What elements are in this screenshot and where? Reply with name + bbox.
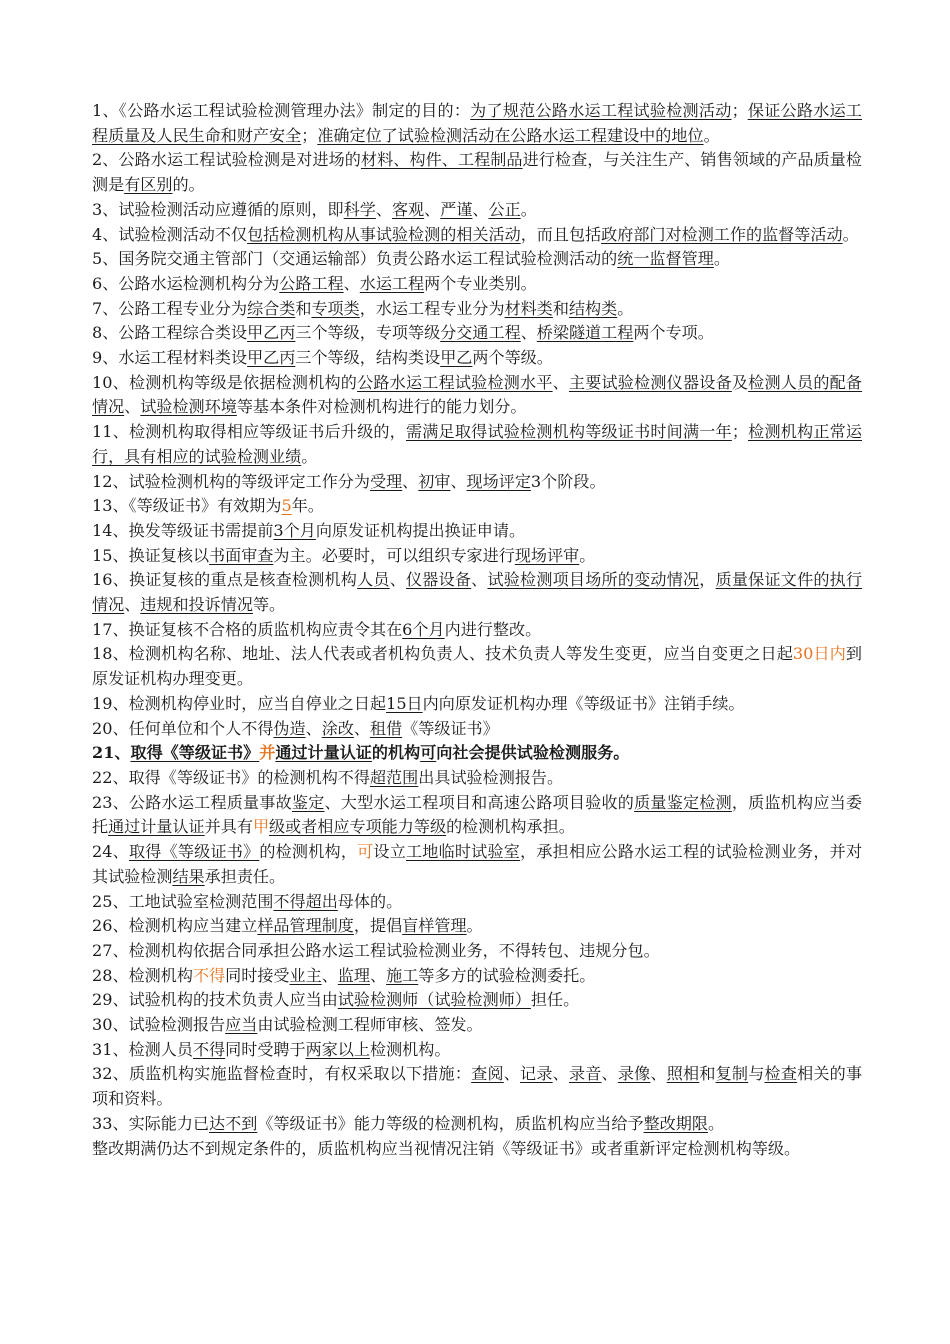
underlined-term: 结果 (172, 866, 205, 886)
underlined-term: 甲乙 (440, 348, 473, 368)
text-segment: 及 (731, 372, 749, 392)
underlined-term: 公路水运工程试验检测水平 (357, 372, 553, 392)
list-item (92, 297, 862, 322)
underlined-term: 试验检测项目场所的变动情况 (487, 570, 700, 590)
list-item (92, 717, 862, 742)
text-segment: 28、检测机构 (92, 965, 193, 985)
list-item (92, 1112, 862, 1137)
text-segment: 1、《公路水运工程试验检测管理办法》制定的目的： (92, 101, 471, 120)
underlined-term: 需满足取得试验检测机构等级证书时间满一年 (405, 422, 732, 442)
list-item (92, 247, 862, 272)
text-segment: 检测机构。 (369, 1039, 451, 1059)
underlined-term: 照相 (666, 1064, 700, 1084)
text-segment: 、 (503, 1064, 521, 1084)
text-segment: ， (699, 570, 716, 590)
text-segment: 8、公路工程综合类设 (92, 323, 248, 343)
text-segment: 33、实际能力已 (92, 1113, 210, 1133)
text-segment: ； (731, 422, 748, 442)
text-segment: 两个专项。 (633, 323, 714, 343)
text-segment: 22、取得《等级证书》的检测机构不得 (92, 767, 370, 787)
underlined-term: 现场评审 (514, 545, 580, 565)
text-segment: 的。 (172, 175, 205, 195)
underlined-term: 违规和投诉情况 (140, 595, 253, 615)
list-item (92, 198, 862, 223)
text-segment: 5、国务院交通主管部门（交通运输部）负责公路水运工程试验检测活动的 (92, 249, 618, 269)
text-segment: 、 (369, 965, 387, 985)
underlined-term: 业主 (289, 965, 322, 985)
list-item (92, 964, 862, 989)
text-segment: 和 (552, 298, 569, 318)
underlined-term: 施工 (386, 965, 419, 985)
list-item (92, 1062, 862, 1111)
text-segment: 、 (402, 471, 419, 491)
text-segment: 、 (353, 718, 370, 738)
text-segment: 、 (552, 372, 569, 392)
text-segment: 、 (375, 199, 392, 219)
underlined-term: 6个月 (402, 619, 445, 639)
text-segment: 与 (748, 1064, 765, 1084)
list-item (92, 321, 862, 346)
underlined-term: 仪器设备 (405, 570, 472, 590)
text-segment: 向原发证机构提出换证申请。 (315, 520, 526, 540)
list-item (92, 791, 862, 840)
underlined-term: 不得 (192, 1039, 226, 1059)
text-segment: 12、试验检测机构的等级评定工作分为 (92, 471, 370, 491)
text-segment: 《等级证书》能力等级的检测机构，质监机构应当给予 (257, 1113, 644, 1133)
list-item (92, 420, 862, 469)
text-segment: 15、换证复核以 (92, 545, 210, 565)
underlined-term: 达不到 (209, 1113, 258, 1133)
text-segment: 7、公路工程专业分为 (92, 298, 248, 318)
list-item (92, 519, 862, 544)
text-segment: 出具试验检测报告。 (418, 767, 564, 787)
underlined-term: 取得《等级证书》 (130, 743, 260, 763)
text-segment: 为主。必要时，可以组织专家进行 (273, 545, 515, 565)
text-segment: 、 (471, 570, 488, 590)
text-segment: 内向原发证机构办理《等级证书》注销手续。 (422, 693, 745, 713)
text-segment: 进行检查，与关注生产、销售领域的产品质量检测是 (92, 150, 863, 195)
text-segment: 10、检测机构等级是依据检测机构的 (92, 372, 358, 392)
text-segment: 同时接受 (225, 965, 290, 985)
text-segment: 整改期满仍达不到规定条件的，质监机构应当视情况注销《等级证书》或者重新评定检测机构等级。 (92, 1138, 801, 1158)
underlined-term: 级或者相应专项能力等级 (269, 817, 447, 837)
underlined-term: 两家以上 (305, 1039, 370, 1059)
text-segment: 《等级证书》 (402, 718, 499, 738)
underlined-term: 工地临时试验室 (406, 842, 521, 862)
underlined-term: 超范围 (369, 767, 419, 787)
underlined-term: 统一监督管理 (617, 249, 714, 269)
list-item (92, 988, 862, 1013)
list-item (92, 494, 862, 519)
text-segment: 同时受聘于 (225, 1039, 306, 1059)
underlined-term: 分交通工程 (440, 323, 521, 343)
text-segment: 4、试验检测活动不仅 (92, 224, 248, 244)
text-segment: 、 (124, 595, 141, 615)
text-segment: 两个等级。 (472, 348, 553, 368)
text-segment: 由试验检测工程师审核、签发。 (257, 1015, 483, 1035)
underlined-term: 可 (420, 743, 437, 763)
underlined-term: 甲乙丙 (247, 323, 296, 343)
text-segment: 25、工地试验室检测范围 (92, 891, 274, 911)
text-segment: 、 (321, 965, 338, 985)
underlined-term: 专项类 (311, 298, 360, 318)
highlighted-term: 不得 (192, 965, 226, 985)
list-item (92, 939, 862, 964)
list-item (92, 371, 862, 420)
underlined-term: 有区别 (124, 175, 173, 195)
text-segment: 的检测机构， (259, 842, 358, 862)
text-segment: 三个等级，结构类设 (295, 348, 441, 368)
text-segment: 、 (552, 1064, 569, 1084)
underlined-term: 公正 (488, 199, 521, 219)
list-item (92, 1038, 862, 1063)
highlighted-term: 30日内 (792, 644, 846, 664)
text-segment: 。 (713, 249, 730, 269)
underlined-term: 取得《等级证书》 (128, 842, 260, 862)
underlined-term: 科学 (343, 199, 376, 219)
underlined-term: 准确定位了试验检测活动在公路水运工程建设中的地位 (317, 125, 704, 145)
text-segment: ，而且包括 (520, 224, 602, 244)
underlined-term: 涂改 (321, 718, 354, 738)
underlined-term: 3个月 (273, 520, 316, 540)
list-item (92, 346, 862, 371)
list-item (92, 272, 862, 297)
underlined-term: 复制 (715, 1064, 749, 1084)
list-item (92, 99, 862, 148)
text-segment: 29、试验机构的技术负责人应当由 (92, 990, 338, 1010)
text-segment: 9、水运工程材料类设 (92, 348, 248, 368)
text-segment: 31、检测人员 (92, 1039, 193, 1059)
underlined-term: 现场评定 (466, 471, 531, 491)
text-segment: 11、检测机构取得相应等级证书后升级的， (92, 422, 406, 442)
list-item (92, 766, 862, 791)
text-segment: 、 (305, 718, 322, 738)
underlined-term: 录像 (617, 1064, 651, 1084)
list-item (92, 890, 862, 915)
underlined-term: 材料类 (504, 298, 553, 318)
underlined-term: 初审 (418, 471, 451, 491)
text-segment: 30、试验检测报告 (92, 1015, 226, 1035)
underlined-term: 为了规范公路水运工程试验检测活动 (470, 101, 732, 120)
text-segment: 、 (389, 570, 406, 590)
text-segment: 3、试验检测活动应遵循的原则，即 (92, 199, 344, 219)
text-segment: 13、《等级证书》有效期为 (92, 496, 282, 516)
underlined-term: 综合类 (247, 298, 296, 318)
underlined-term: 查阅 (471, 1064, 504, 1084)
text-segment: 。 (707, 1113, 725, 1133)
underlined-term: 人员 (357, 570, 390, 590)
text-segment: 32、质监机构实施监督检查时，有权采取以下措施： (92, 1064, 472, 1084)
underlined-term: 试验检测环境 (140, 397, 237, 417)
list-item (92, 223, 862, 248)
underlined-term: 质量鉴定检测 (634, 792, 732, 812)
list-item (92, 544, 862, 569)
text-segment: 和 (699, 1064, 716, 1084)
highlighted-term: 可 (357, 842, 374, 862)
text-segment: 16、换证复核的重点是核查检测机构 (92, 570, 358, 590)
text-segment: 设立 (373, 842, 406, 862)
text-segment: 并具有 (204, 817, 253, 837)
underlined-term: 甲乙丙 (247, 348, 296, 368)
text-segment: 19、检测机构停业时，应当自停业之日起 (92, 693, 387, 713)
underlined-term: 记录 (520, 1064, 553, 1084)
underlined-term: 鉴定 (291, 792, 325, 812)
underlined-term: 伪造 (273, 718, 306, 738)
underlined-term: 严谨 (440, 199, 473, 219)
text-segment: 内进行整改。 (444, 619, 542, 639)
text-segment: 、 (124, 397, 141, 417)
underlined-term: 租借 (369, 718, 403, 738)
text-segment: 、 (520, 323, 537, 343)
text-segment: 。 (520, 199, 537, 219)
underlined-term: 整改期限 (643, 1113, 708, 1133)
text-segment: 、 (472, 199, 489, 219)
underlined-term: 不得超出 (273, 891, 338, 911)
text-segment: 两个专业类别。 (424, 273, 537, 293)
text-segment: 、 (343, 273, 360, 293)
text-segment: 。 (579, 545, 596, 565)
list-item (92, 568, 862, 617)
underlined-term: 书面审查 (209, 545, 274, 565)
text-segment: 14、换发等级证书需提前 (92, 520, 274, 540)
text-segment: 。 (842, 224, 859, 244)
list-item (92, 642, 862, 691)
text-segment: 、 (601, 1064, 618, 1084)
text-segment: 。 (301, 446, 318, 466)
text-segment: 27、检测机构依据合同承担公路水运工程试验检测业务，不得转包、违规分包。 (92, 940, 660, 960)
text-segment: 母体的。 (337, 891, 403, 911)
list-item (92, 692, 862, 717)
underlined-term: 结构类 (568, 298, 618, 318)
text-segment: 向社会提供试验检测服务。 (436, 743, 630, 763)
underlined-term: 监理 (337, 965, 370, 985)
list-item (92, 1137, 862, 1162)
list-item (92, 1013, 862, 1038)
highlighted-term: 并 (259, 743, 276, 763)
underlined-term: 录音 (568, 1064, 602, 1084)
text-segment: 、大型水运工程项目和高速公路项目验收的 (324, 792, 635, 812)
text-segment: 。 (703, 125, 720, 145)
text-segment: 、 (450, 471, 467, 491)
list-item (92, 470, 862, 495)
underlined-term: 主要试验检测仪器设备 (568, 372, 732, 392)
list-item (92, 618, 862, 643)
underlined-term: 受理 (369, 471, 403, 491)
list-item (92, 148, 862, 197)
list-item (92, 840, 862, 889)
text-segment: ； (731, 101, 748, 120)
underlined-term: 样品管理制度 (257, 916, 354, 936)
underlined-term: 通过计量认证 (108, 817, 205, 837)
underlined-term: 检测机构正常运行，具有相应的试验检测业绩 (92, 422, 863, 466)
underlined-term: 水运工程 (359, 273, 425, 293)
text-segment: 3个阶段。 (530, 471, 606, 491)
list-item (92, 741, 862, 766)
text-segment: 24、 (92, 842, 129, 862)
text-segment: 的检测机构承担。 (446, 817, 575, 837)
underlined-term: 材料、构件、工程制品 (360, 150, 523, 170)
text-segment: 20、任何单位和个人不得 (92, 718, 274, 738)
text-segment: 等多方的试验检测委托。 (418, 965, 596, 985)
document-body (92, 99, 862, 1161)
underlined-term: 15日 (386, 693, 423, 713)
text-segment: 26、检测机构应当建立 (92, 916, 258, 936)
text-segment: ，提倡 (353, 916, 403, 936)
underlined-term: 桥梁隧道工程 (536, 323, 634, 343)
text-segment: 21、 (92, 743, 131, 763)
text-segment: 6、公路水运检测机构分为 (92, 273, 280, 293)
text-segment: 年。 (291, 496, 324, 516)
underlined-term: 政府部门对检测工作的监督等活动 (601, 224, 843, 244)
text-segment: 18、检测机构名称、地址、法人代表或者机构负责人、技术负责人等发生变更，应当自变更之日起 (92, 644, 793, 664)
text-segment: ，承担相应公路水运工程的试验检测业务，并对其试验检测 (92, 842, 863, 886)
text-segment: 17、换证复核不合格的质监机构应责令其在 (92, 619, 403, 639)
text-segment: ，质监机构应当委托 (92, 792, 863, 837)
underlined-term: 检测人员的配备情况 (92, 372, 863, 417)
text-segment: 等基本条件对检测机构进行的能力划分。 (236, 397, 527, 417)
underlined-term: 试验检测师（试验检测师） (337, 990, 531, 1010)
list-item (92, 914, 862, 939)
underlined-term: 通过计量认证 (275, 743, 372, 763)
text-segment: 三个等级，专项等级 (295, 323, 441, 343)
text-segment: 的机构 (371, 743, 421, 763)
text-segment: 。 (466, 916, 483, 936)
text-segment: 。 (617, 298, 634, 318)
text-segment: 担任。 (530, 990, 580, 1010)
underlined-term: 质量保证文件的执行情况 (92, 570, 863, 615)
underlined-term: 应当 (225, 1015, 258, 1035)
text-segment: 等。 (252, 595, 286, 615)
underlined-term: 保证公路水运工程质量及人民生命和财产安全 (92, 101, 863, 145)
underlined-term: 公路工程 (279, 273, 344, 293)
text-segment: 23、公路水运工程质量事故 (92, 792, 292, 812)
text-segment: ； (301, 125, 318, 145)
text-segment: 到原发证机构办理变更。 (92, 644, 862, 689)
highlighted-term: 甲 (252, 817, 270, 837)
text-segment: 相关的事项和资料。 (92, 1064, 863, 1109)
underlined-term: 客观 (391, 199, 425, 219)
text-segment: ，水运工程专业分为 (359, 298, 505, 318)
text-segment: 承担责任。 (204, 866, 286, 886)
text-segment: 和 (295, 298, 312, 318)
text-segment: 、 (650, 1064, 667, 1084)
underlined-term: 包括检测机构从事试验检测的相关活动 (247, 224, 521, 244)
underlined-term: 盲样管理 (402, 916, 467, 936)
text-segment: 、 (424, 199, 441, 219)
underlined-term: 5 (281, 496, 292, 516)
underlined-term: 检查 (764, 1064, 798, 1084)
text-segment: 2、公路水运工程试验检测是对进场的 (92, 150, 361, 170)
